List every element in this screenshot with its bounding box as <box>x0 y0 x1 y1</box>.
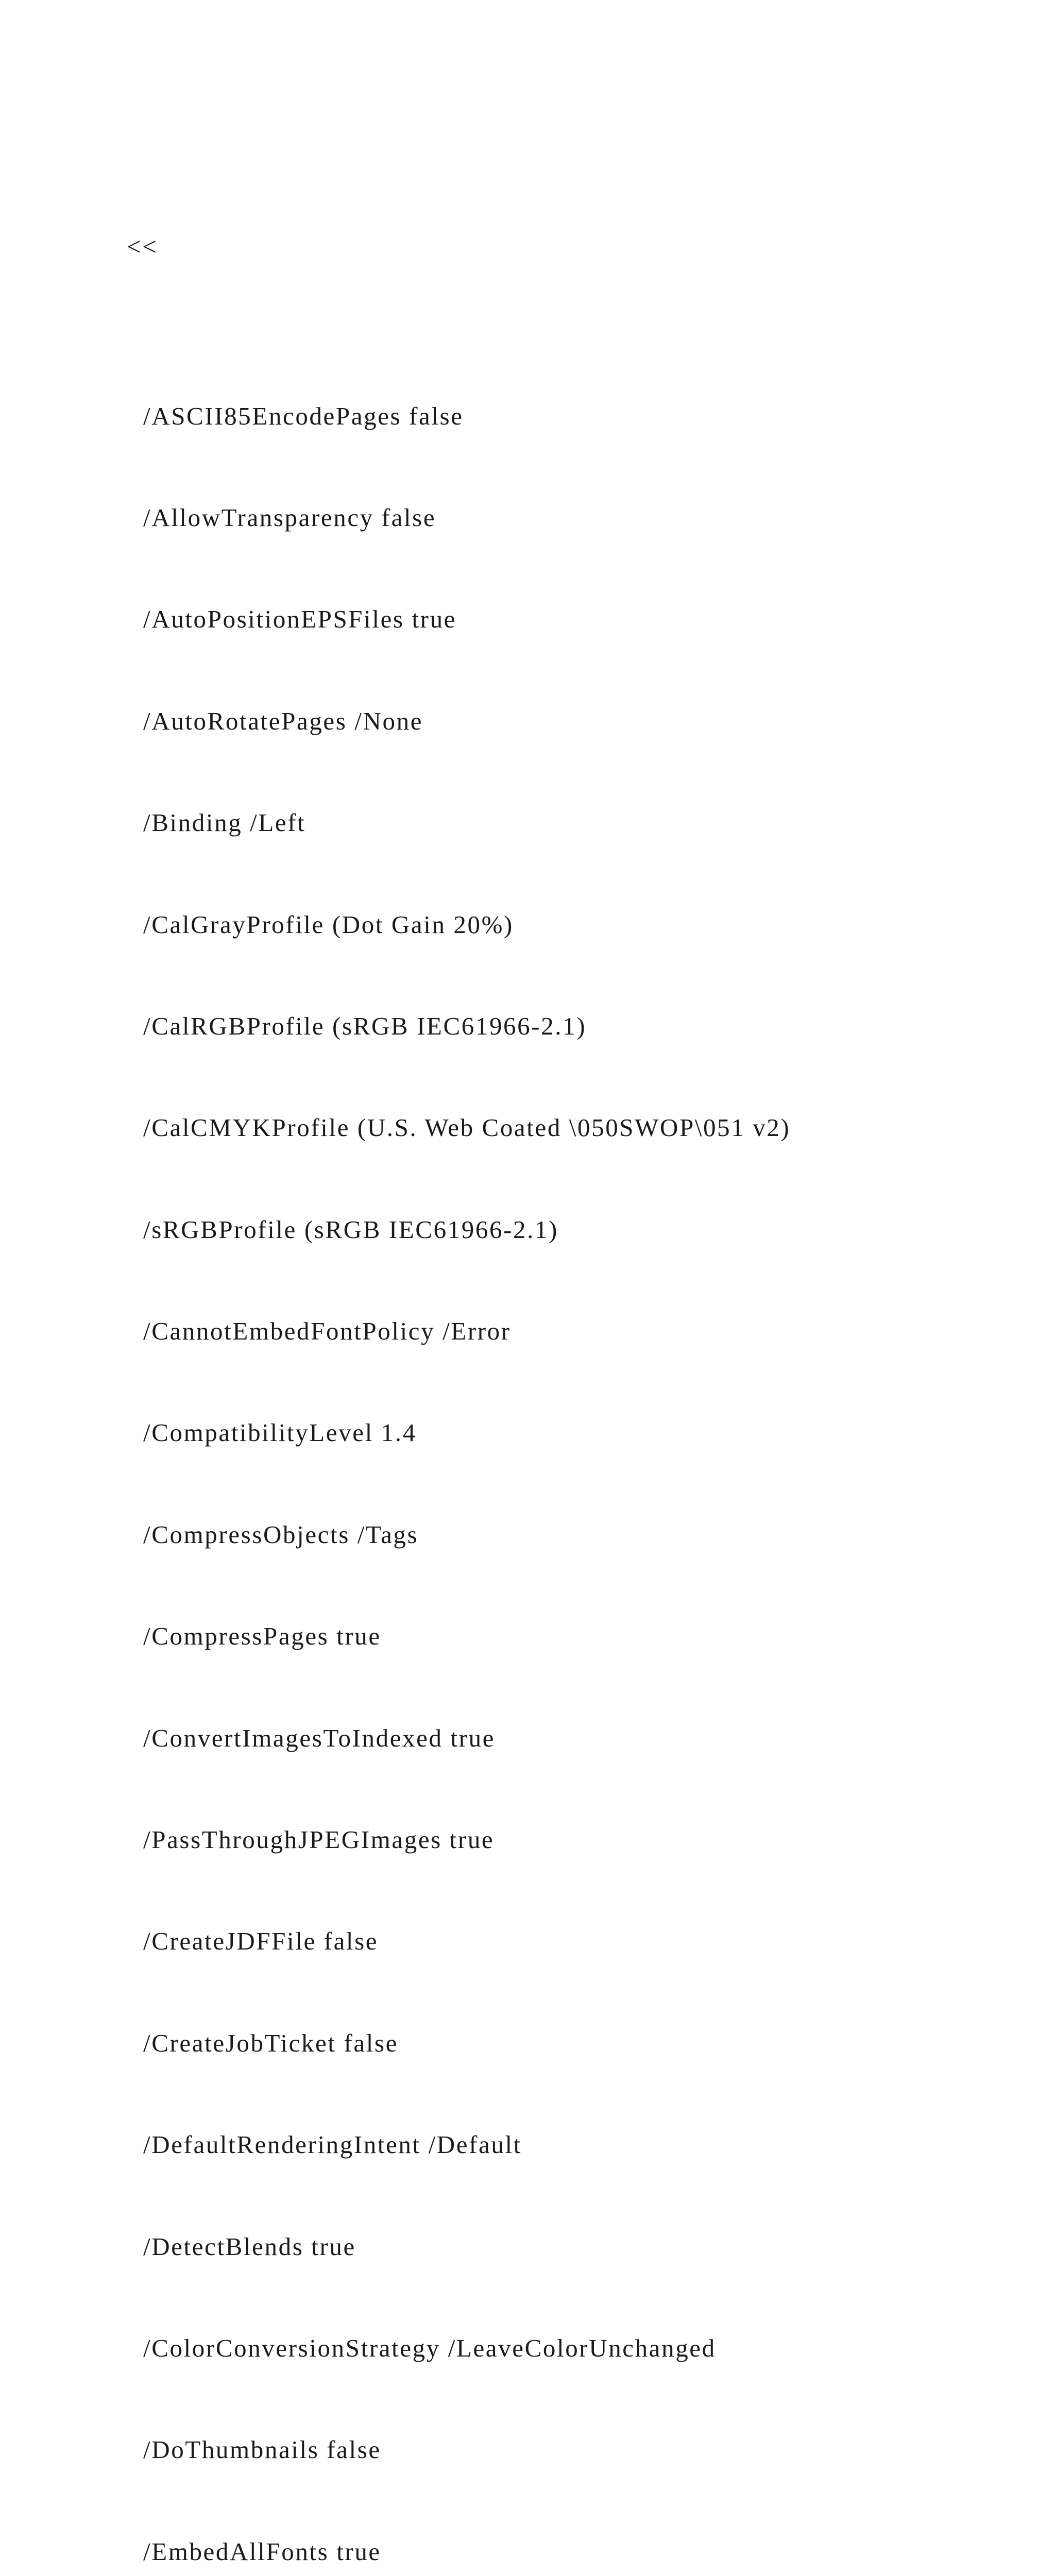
param-entry: /PassThroughJPEGImages true <box>143 1825 495 1854</box>
param-entry: /CalGrayProfile (Dot Gain 20%) <box>143 910 514 939</box>
param-entry: /AutoRotatePages /None <box>143 706 423 735</box>
param-entry: /DefaultRenderingIntent /Default <box>143 2130 522 2159</box>
param-entry: /ColorConversionStrategy /LeaveColorUnchanged <box>143 2334 716 2362</box>
param-entry: /AllowTransparency false <box>143 503 436 532</box>
distiller-params-text <box>127 162 1033 2576</box>
param-entry: /ASCII85EncodePages false <box>143 401 464 430</box>
param-entry: /CreateJDFFile false <box>143 1927 379 1956</box>
param-entry: /AutoPositionEPSFiles true <box>143 605 457 634</box>
param-entry: /CannotEmbedFontPolicy /Error <box>143 1317 511 1346</box>
param-entry: /CompressObjects /Tags <box>143 1520 419 1549</box>
param-entry: /sRGBProfile (sRGB IEC61966-2.1) <box>143 1215 558 1244</box>
param-entry: /CalRGBProfile (sRGB IEC61966-2.1) <box>143 1011 587 1040</box>
param-entry: /DoThumbnails false <box>143 2435 381 2464</box>
dict-open-delimiter: << <box>127 232 158 261</box>
param-entry: /ConvertImagesToIndexed true <box>143 1723 496 1752</box>
param-list <box>127 331 1033 2576</box>
param-entry: /CompatibilityLevel 1.4 <box>143 1418 417 1447</box>
param-entry: /DetectBlends true <box>143 2232 356 2261</box>
param-entry: /CompressPages true <box>143 1622 381 1651</box>
param-entry: /Binding /Left <box>143 808 306 837</box>
param-entry: /EmbedAllFonts true <box>143 2537 381 2566</box>
param-entry: /CalCMYKProfile (U.S. Web Coated \050SWOP\051 v2) <box>143 1113 791 1142</box>
param-entry: /CreateJobTicket false <box>143 2028 398 2057</box>
